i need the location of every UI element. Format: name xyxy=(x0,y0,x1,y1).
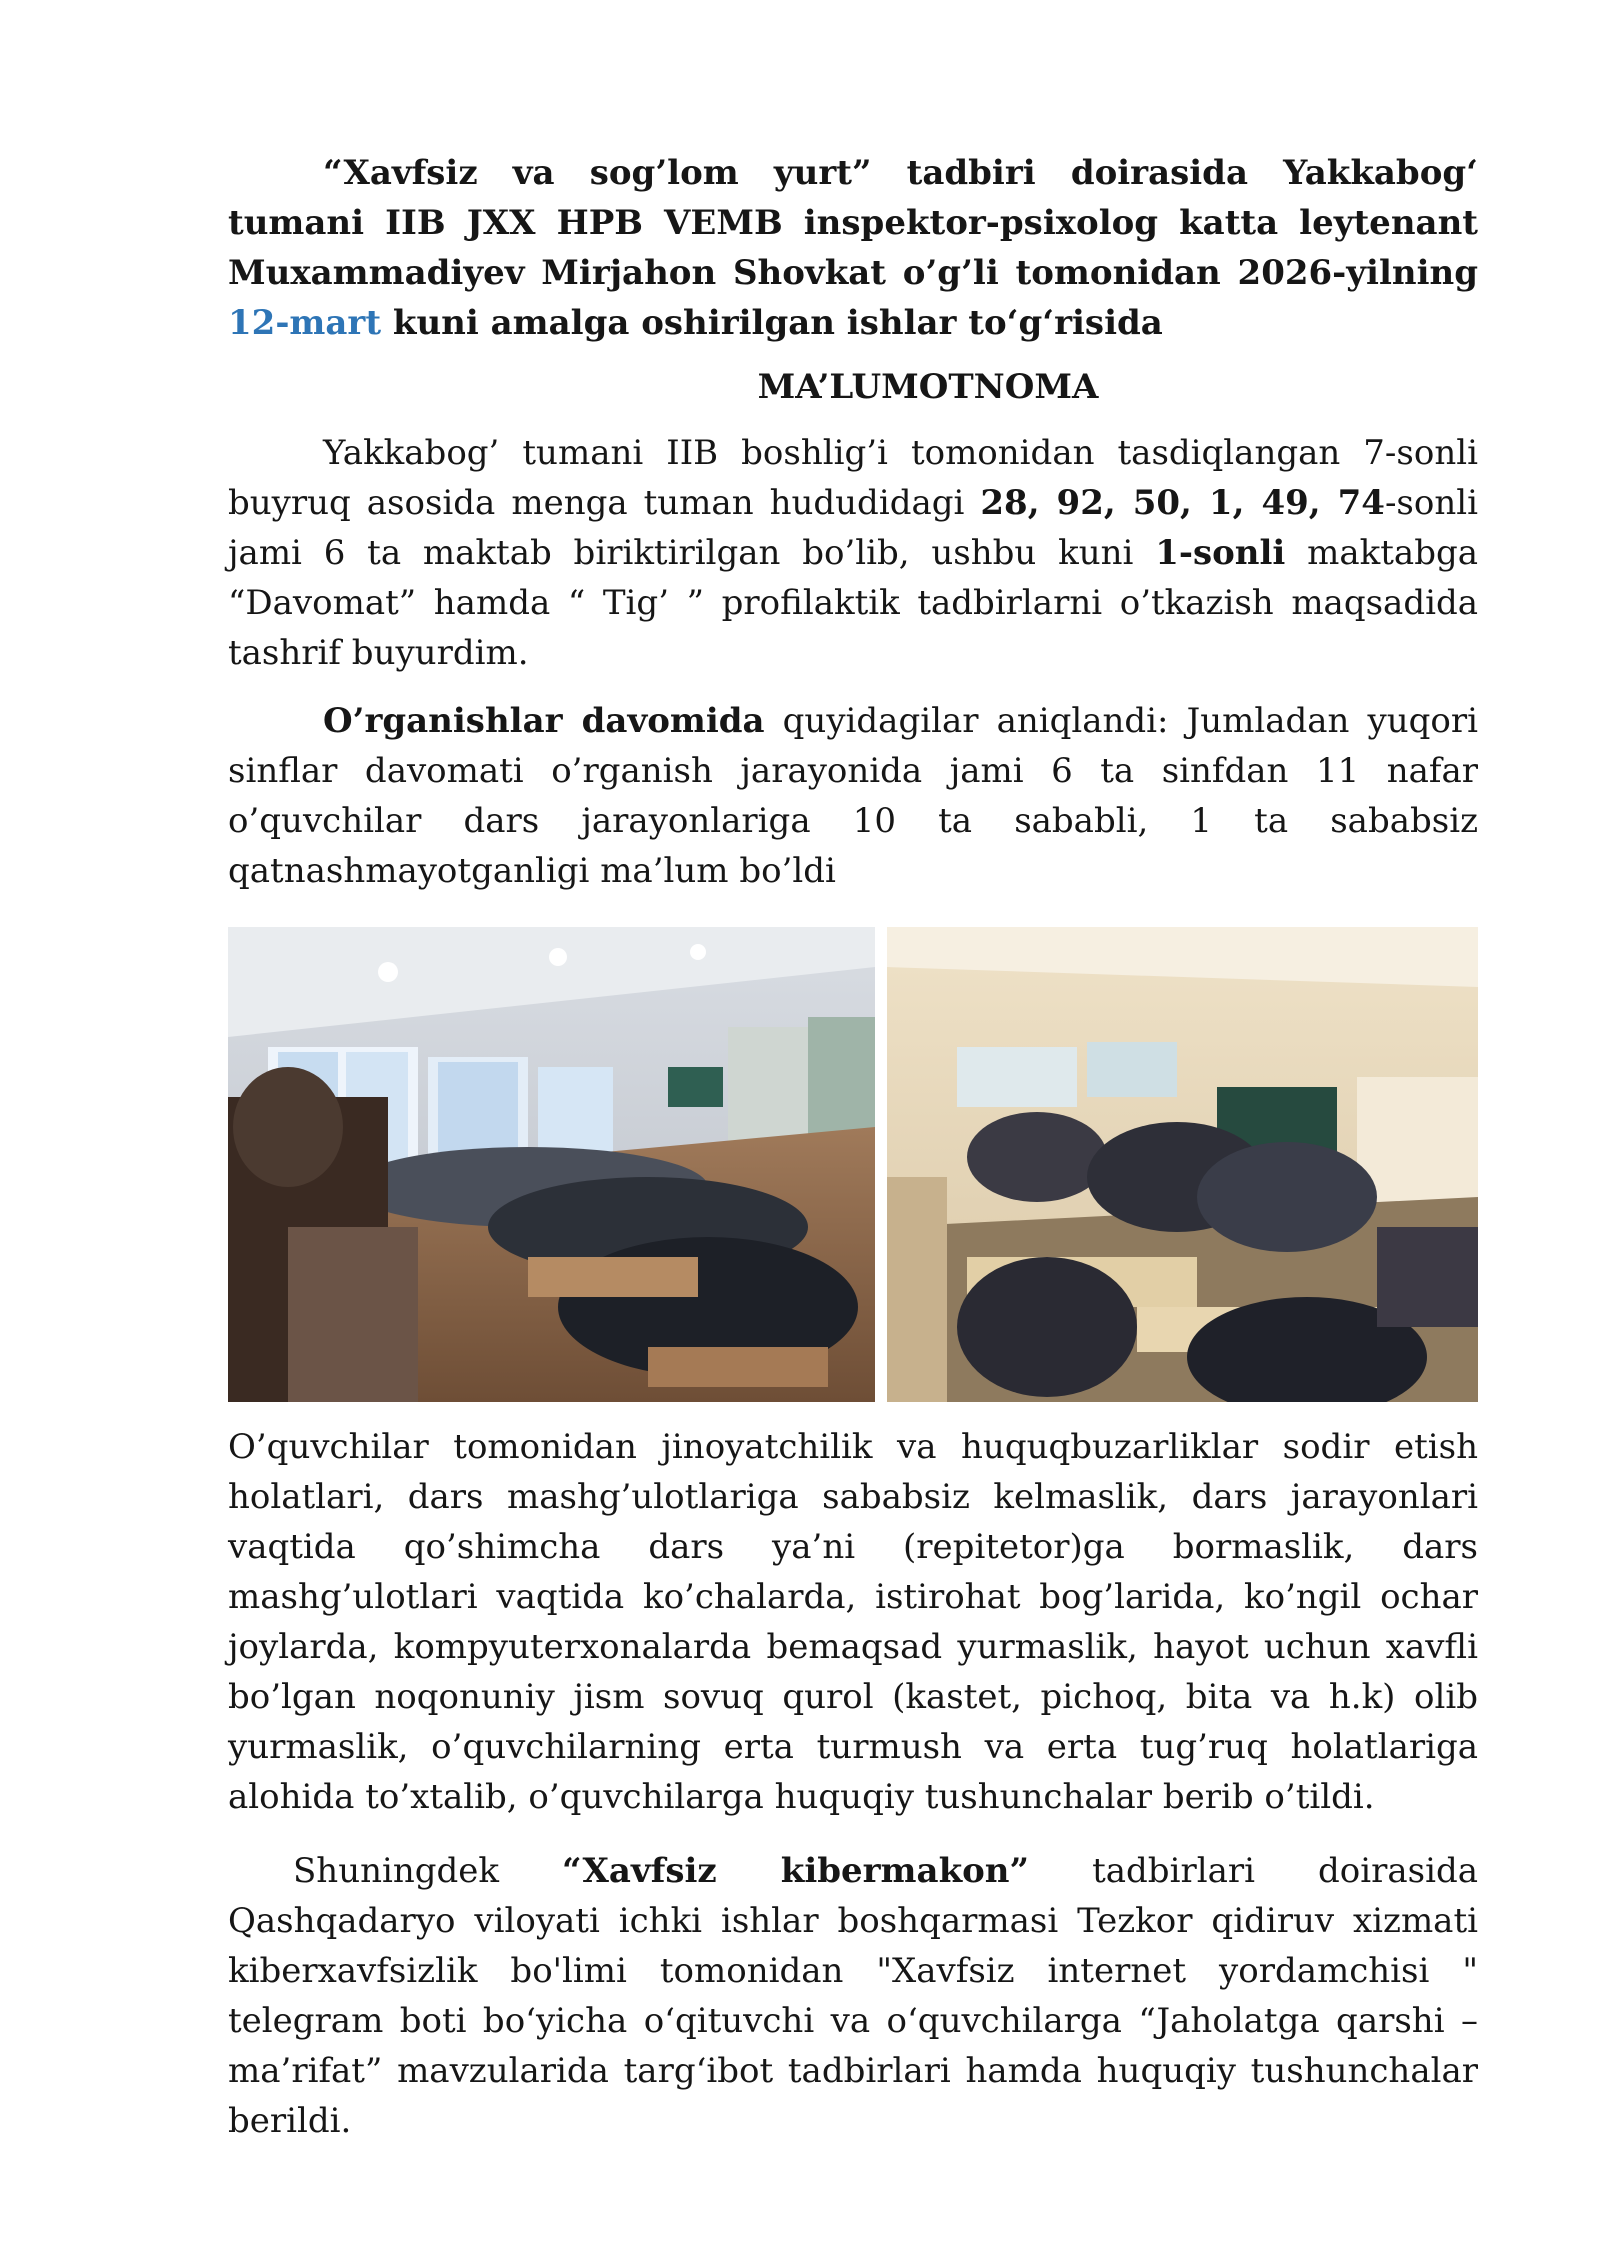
document-title xyxy=(228,148,1478,348)
title-text-1: “Xavfsiz va sog’lom yurt” tadbiri doirasida Yakkabog‘ tumani IIB JXX HPB VEMB inspektor-psixolog katta leytenant Muxammadiyev Mirjahon Shovkat o’g’li tomonidan 2026-yilning xyxy=(228,153,1478,293)
classroom-photo-left xyxy=(228,927,875,1402)
paragraph-assignment-text-2: -sonli jami 6 ta maktab biriktirilgan bo’lib, ushbu kuni xyxy=(228,483,1478,573)
document-heading: MA’LUMOTNOMA xyxy=(757,367,1099,407)
paragraph-findings xyxy=(228,696,1478,896)
document-page xyxy=(228,148,1478,2146)
paragraph-assignment-text-3: maktabga “Davomat” hamda “ Tig’ ” profilaktik tadbirlarni o’tkazish maqsadida tashrif buyurdim. xyxy=(228,533,1478,673)
cyber-text-1: Shuningdek xyxy=(293,1851,563,1891)
findings-text: quyidagilar aniqlandi: Jumladan yuqori sinflar davomati o’rganish jarayonida jami 6 ta sinfdan 11 nafar o’quvchilar dars jarayonlariga 10 ta sababli, 1 ta sababsiz qatnashmayotganligi ma’lum bo’ldi xyxy=(228,701,1478,891)
school-numbers: 28, 92, 50, 1, 49, 74 xyxy=(980,483,1385,523)
title-date: 12-mart xyxy=(228,303,382,343)
paragraph-explanations: O’quvchilar tomonidan jinoyatchilik va huquqbuzarliklar sodir etish holatlari, dars mashg’ulotlariga sababsiz kelmaslik, dars jarayonlari vaqtida qo’shimcha dars ya’ni (repitetor)ga bormaslik, dars mashg’ulotlari vaqtida ko’chalarda, istirohat bog’larida, ko’ngil ochar joylarda, kompyuterxonalarda bemaqsad yurmaslik, hayot uchun xavfli bo’lgan noqonuniy jism sovuq qurol (kastet, pichoq, bita va h.k) olib yurmaslik, o’quvchilarning erta turmush va erta tug’ruq holatlariga alohida to’xtalib, o’quvchilarga huquqiy tushunchalar berib o’tildi. xyxy=(228,1427,1478,1817)
paragraph-cybersecurity xyxy=(228,1846,1478,2146)
title-text-2: kuni amalga oshirilgan ishlar to‘g‘risida xyxy=(381,303,1163,343)
findings-lead: O’rganishlar davomida xyxy=(323,701,765,741)
classroom-photo-right xyxy=(887,927,1478,1402)
school-number: 1-sonli xyxy=(1155,533,1286,573)
cyber-event-name: “Xavfsiz kibermakon” xyxy=(562,1851,1030,1891)
paragraph-assignment-text-1: Yakkabog’ tumani IIB boshlig’i tomonidan tasdiqlangan 7-sonli buyruq asosida menga tuman hududidagi xyxy=(228,433,1478,523)
paragraph-assignment xyxy=(228,428,1478,678)
photo-row xyxy=(228,927,1478,1402)
cyber-text-2: tadbirlari doirasida Qashqadaryo viloyati ichki ishlar boshqarmasi Tezkor qidiruv xizmati kiberxavfsizlik bo'limi tomonidan "Xavfsiz internet yordamchisi " telegram boti bo‘yicha o‘qituvchi va o‘quvchilarga “Jaholatga qarshi – ma’rifat” mavzularida targ‘ibot tadbirlari hamda huquqiy tushunchalar berildi. xyxy=(228,1851,1478,2141)
